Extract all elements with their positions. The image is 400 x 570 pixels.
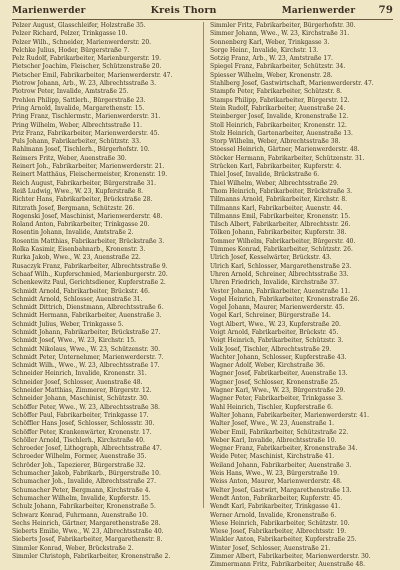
directory-entry: Piotrow Peter, Invalide, Amtstraße 25. [12, 88, 129, 96]
directory-entry: Weber Karl, Invalide, Albrechtsstraße 10. [210, 436, 337, 444]
directory-entry: Uhren Arnold, Schreiner, Albrechtsstraße 33. [210, 270, 349, 278]
directory-entry: Schmidt Wilh., Wwe., W. 23, Albrechtsstraße 17. [12, 362, 160, 370]
directory-entry: Schneider Johann, Maschinist, Schützstr. 30. [12, 395, 149, 403]
directory-columns [12, 22, 393, 569]
directory-entry: Stein Rudolf, Fabrikarbeiter, Auenstraße 24. [210, 104, 346, 112]
directory-entry: Stöcker Hermann, Fabrikarbeiter, Schützenstr. 31. [210, 154, 365, 162]
directory-entry: Schumacher Joh., Invalide, Albrechtsstraße 27. [12, 478, 157, 486]
directory-entry: Pelzer Richard, Pelzer, Trinkgasse 10. [12, 30, 128, 38]
directory-entry: Welter Josef, Gastwirt, Margarethenstraße 13. [210, 486, 352, 494]
directory-entry: Schneider Matthias, Zimmerer, Bürgerstr. 12. [12, 387, 152, 395]
directory-entry: Wagner Karl, Wwe., W. 23, Bürgerstraße 29. [210, 387, 346, 395]
directory-entry: Pelzer Wilh., Schneider, Marienwerderstr. 20. [12, 38, 152, 46]
directory-entry: Pring Wilhelm, Weber, Albrechtsstraße 11. [12, 121, 142, 129]
directory-entry: Schumacher Jakob, Fabrikarb., Bürgerstraße 10. [12, 470, 161, 478]
directory-entry: Pietscher Joachim, Fleischer, Schützenstraße 20. [12, 63, 162, 71]
directory-entry: Schmidt Dittrich, Dienstmann, Albrechtsstraße 6. [12, 304, 164, 312]
directory-entry: Zimmer Albert, Fabrikarbeiter, Marienwerderstr. 30. [210, 553, 371, 560]
directory-entry: Strücken Karl, Fabrikarbeiter, Kupferstr. 4. [210, 163, 342, 171]
directory-entry: Schenkewitz Paul, Gerichtsdiener, Kupferstraße 2. [12, 279, 166, 287]
directory-entry: Wendt Karl, Fabrikarbeiter, Trinkgasse 41. [210, 503, 341, 511]
directory-entry: Simmler Konrad, Weber, Brückstraße 2. [12, 544, 134, 552]
directory-entry: Stamps Philipp, Fabrikarbeiter, Bürgerstr. 12. [210, 96, 350, 104]
directory-entry: Pring Franz, Tischlermstr., Marienwerderstr. 31. [12, 113, 161, 121]
directory-entry: Reinert Joh., Fabrikarbeiter, Marienwerderstr. 21. [12, 163, 165, 171]
directory-entry: Rolka Kasimir, Eisenbahnarb., Kronenstr. 3. [12, 246, 146, 254]
directory-entry: Reiß Ludwig, Wwe., W. 23, Kupferstraße 8. [12, 187, 144, 195]
directory-entry: Voigt Arnold, Fabrikarbeiter, Brückstr. 45. [210, 328, 339, 336]
directory-entry: Priz Franz, Fabrikarbeiter, Marienwerderstr. 45. [12, 129, 160, 137]
page-header [12, 0, 393, 20]
directory-entry: Thiel Wilhelm, Weber, Albrechtsstraße 29. [210, 179, 339, 187]
directory-entry: Wagner Peter, Fabrikarbeiter, Trinkgasse 3. [210, 395, 343, 403]
directory-entry: Stoessel Heinrich, Gärtner, Marienwerderstr. 48. [210, 146, 360, 154]
directory-entry: Schöffer Peter, Wwe., W. 23, Albrechtsstraße 38. [12, 403, 160, 411]
directory-entry: Schmidt Peter, Unternehmer, Marienwerderstr. 7. [12, 353, 164, 361]
directory-entry: Tillmanns Arnold, Fabrikarbeiter, Kirchstr. 8. [210, 196, 348, 204]
directory-column-right [203, 22, 393, 569]
directory-entry: Reich August, Fabrikarbeiter, Bürgerstraße 31. [12, 179, 157, 187]
directory-entry: Piotrow Johann, Arb., W. 23, Albrechtsstraße 3. [12, 80, 157, 88]
directory-entry: Schmidt Johann, Fabrikarbeiter, Brückstraße 27. [12, 328, 161, 336]
directory-entry: Schmidt Arnold, Schlosser, Auenstraße 31. [12, 295, 143, 303]
directory-entry: Reimers Fritz, Weber, Auenstraße 30. [12, 154, 127, 162]
directory-entry: Vester Johann, Fabrikarbeiter, Auenstraße 11. [210, 287, 351, 295]
directory-entry: Schöffer Peter, Krankenwärter, Kronenstr. 17. [12, 428, 152, 436]
directory-entry: Richter Hans, Fabrikarbeiter, Brückstraße 28. [12, 196, 153, 204]
directory-entry: Pelchke Julius, Hoder, Bürgerstraße 7. [12, 46, 130, 54]
directory-entry: Pelzer August, Glasschleifer, Holzstraße 35. [12, 22, 146, 29]
directory-entry: Roland Anton, Fabrikarbeiter, Trinkgasse 20. [12, 221, 150, 229]
directory-entry: Stampfe Peter, Fabrikarbeiter, Schützstr. 8. [210, 88, 342, 96]
directory-entry: Rosentin Matthias, Fabrikarbeiter, Brückstraße 3. [12, 237, 165, 245]
directory-entry: Tillmanns Karl, Fabrikarbeiter, Auenstr. 44. [210, 204, 343, 212]
directory-entry: Tillmanns Emil, Fabrikarbeiter, Kronenstr. 15. [210, 212, 351, 220]
directory-entry: Stolz Heinrich, Gartenarbeiter, Auenstraße 13. [210, 129, 353, 137]
directory-entry: Spiesser Wilhelm, Weber, Kronenstr. 28. [210, 71, 333, 79]
directory-entry: Schwarz Konrad, Fuhrmann, Auenstraße 10. [12, 511, 149, 519]
directory-entry: Tommer Wilhelm, Fabrikarbeiter, Bürgerstr. 40. [210, 237, 356, 245]
directory-entry: Steinberger Josef, Invalide, Kronenstraße 12. [210, 113, 349, 121]
directory-entry: Pietscher Emil, Fabrikarbeiter, Marienwerderstr. 47. [12, 71, 173, 79]
directory-entry: Schumacher Peter, Bergmann, Kirchstraße 4. [12, 486, 151, 494]
directory-entry: Schroeder Wilhelm, Former, Auenstraße 35. [12, 453, 147, 461]
directory-entry: Rosentin Johann, Invalide, Amtstraße 2. [12, 229, 134, 237]
directory-entry: Ritzrath Josef, Bergmann, Schützstr. 26. [12, 204, 135, 212]
directory-entry: Schöffler Hans Josef, Schlosser, Schlossstr. 30. [12, 420, 155, 428]
directory-entry: Pelz Rudolf, Fabrikarbeiter, Marienburgerstr. 19. [12, 55, 162, 63]
directory-entry: Schroeder Josef, Lithograph, Albrechtsstraße 47. [12, 445, 162, 453]
directory-entry: Schaaf Wilh., Kupferschmied, Marienburgerstr. 20. [12, 270, 168, 278]
directory-entry: Walter Josef, Wwe., W. 23, Auenstraße 1. [210, 420, 335, 428]
directory-entry: Wachter Johann, Schlosser, Kupferstraße 43. [210, 353, 347, 361]
directory-entry: Schulz Johann, Fabrikarbeiter, Kronenstraße 5. [12, 503, 156, 511]
directory-entry: Stahlberg Josef, Gastwirtschaft, Marienwerderstr. 47. [210, 80, 374, 88]
directory-entry: Reinert Matthäus, Fleischermeister, Kronenstr. 19. [12, 171, 168, 179]
directory-entry: Schröder Joh., Tapezierer, Bürgerstraße 32. [12, 461, 146, 469]
running-head-right: Marienwerder [281, 6, 356, 16]
directory-entry: Thiel Josef, Invalide, Brückstraße 6. [210, 171, 320, 179]
directory-entry: Wendt Anton, Fabrikarbeiter, Kupferstr. 45. [210, 494, 343, 502]
directory-entry: Ulrich Karl, Schlosser, Margarethenstraße 23. [210, 262, 352, 270]
directory-entry: Stoll Heinrich, Fabrikarbeiter, Kronenstr. 12. [210, 121, 347, 129]
directory-entry: Wegner Franz, Fabrikarbeiter, Kronenstraße 34. [210, 445, 358, 453]
directory-entry: Wiese Heinrich, Fabrikarbeiter, Schützstr. 10. [210, 519, 350, 527]
directory-entry: Ulrich Josef, Kesselwärter, Brückstr. 43. [210, 254, 332, 262]
directory-entry: Wagner Adolf, Weber, Kirchstraße 36. [210, 362, 325, 370]
directory-column-left [12, 22, 195, 560]
directory-entry: Schumacher Wilhelm, Invalide, Kupferstr. 15. [12, 494, 151, 502]
directory-entry: Schöller Arnold, Tischlerh., Kirchstraße 40. [12, 436, 145, 444]
directory-entry: Weiland Johann, Fabrikarbeiter, Auenstraße 3. [210, 461, 352, 469]
directory-entry: Schmidt Julius, Weber, Trinkgasse 5. [12, 320, 124, 328]
directory-entry: Sieberts Josef, Fabrikarbeiter, Margarethenstr. 8. [12, 536, 163, 544]
directory-entry: Winkler Anton, Fabrikarbeiter, Kupferstraße 25. [210, 536, 357, 544]
directory-entry: Simmler Christoph, Fabrikarbeiter, Kronenstraße 2. [12, 553, 171, 560]
running-head-center: Kreis Thorn [150, 5, 217, 16]
directory-entry: Simmer Johann, Wwe., W. 23, Kirchstraße 31. [210, 30, 350, 38]
directory-entry: Puls Johann, Fabrikarbeiter, Schützstr. 33. [12, 138, 141, 146]
directory-entry: Weiss Anton, Maurer, Marienwerderstr. 48. [210, 478, 342, 486]
directory-entry: Rogenski Josef, Maschinist, Marienwerderstr. 48. [12, 212, 163, 220]
directory-entry: Rusaczyk Franz, Fabrikarbeiter, Albrechtsstraße 9. [12, 262, 168, 270]
running-head-right-group [282, 5, 393, 16]
directory-entry: Rurka Jakob, Wwe., W. 23, Auenstraße 22. [12, 254, 141, 262]
directory-entry: Weis Hans, Wwe., W. 23, Bürgerstraße 19. [210, 470, 340, 478]
directory-entry: Sotzig Franz, Arb., W. 23, Amtstraße 17. [210, 55, 333, 63]
directory-entry: Sonnenberg Karl, Weber, Trinkgasse 3. [210, 38, 330, 46]
directory-entry: Simmler Fritz, Fabrikarbeiter, Bürgerhofstr. 30. [210, 22, 356, 29]
directory-entry: Storp Wilhelm, Weber, Albrechtsstraße 38. [210, 138, 341, 146]
directory-entry: Vogt Albert, Wwe., W. 23, Kupferstraße 20. [210, 320, 341, 328]
directory-entry: Schneider Heinrich, Invalide, Kronenstr. 31. [12, 370, 147, 378]
directory-entry: Tilsch Albert, Fabrikarbeiter, Albrechtsstr. 26. [210, 221, 351, 229]
directory-entry: Schmidt Nikolaus, Wwe., W. 23, Schützenstr. 30. [12, 345, 160, 353]
directory-entry: Wagner Josef, Schlosser, Kronenstraße 25. [210, 378, 340, 386]
directory-entry: Rahlmann Josef, Tischlerh., Bürgerhofstr. 10. [12, 146, 150, 154]
page-number: 79 [378, 5, 393, 16]
directory-entry: Weber Emil, Fabrikarbeiter, Schützstraße 22. [210, 428, 349, 436]
directory-entry: Vogel Karl, Schreiner, Bürgerstraße 14. [210, 312, 331, 320]
directory-entry: Tölken Johann, Fabrikarbeiter, Kupferstr. 38. [210, 229, 347, 237]
directory-entry: Schmidt Hermann, Fabrikarbeiter, Auenstraße 3. [12, 312, 162, 320]
directory-entry: Volk Josef, Tischler, Albrechtsstraße 29. [210, 345, 332, 353]
directory-entry: Spiegel Franz, Fabrikarbeiter, Schützstr. 34. [210, 63, 346, 71]
directory-entry: Wagner Josef, Fabrikarbeiter, Auenstraße 13. [210, 370, 348, 378]
directory-entry: Vogel Heinrich, Fabrikarbeiter, Kronenstraße 26. [210, 295, 360, 303]
directory-entry: Zimmermann Fritz, Fabrikarbeiter, Auenstraße 48. [210, 561, 366, 569]
running-head-left: Marienwerder [12, 6, 86, 16]
directory-entry: Wahl Heinrich, Tischler, Kupferstraße 6. [210, 403, 333, 411]
directory-entry: Winter Josef, Schlosser, Auenstraße 21. [210, 544, 331, 552]
directory-entry: Schneider Josef, Schlosser, Auenstraße 48. [12, 378, 143, 386]
directory-entry: Schmidt Josef, Wwe., W. 23, Kirchstr. 15. [12, 337, 137, 345]
directory-entry: Prehlen Philipp, Sattlerh., Bürgerstraße 23. [12, 96, 146, 104]
directory-entry: Schöffer Paul, Fabrikarbeiter, Trinkgasse 17. [12, 411, 149, 419]
directory-entry: Vogel Johann, Maurer, Marienwerderstr. 45. [210, 304, 345, 312]
directory-entry: Wiese Josef, Fabrikarbeiter, Albrechtsstr. 19. [210, 528, 347, 536]
directory-entry: Sechs Heinrich, Gärtner, Margarethenstraße 28. [12, 519, 161, 527]
directory-entry: Werner Arnold, Invalide, Kronenstraße 6. [210, 511, 337, 519]
directory-entry: Uhren Friedrich, Invalide, Kirchstraße 37. [210, 279, 339, 287]
directory-entry: Weide Peter, Maschinist, Kirchstraße 41. [210, 453, 335, 461]
directory-entry: Thom Heinrich, Fabrikarbeiter, Brückstraße 3. [210, 187, 353, 195]
directory-entry: Schmidt Arnold, Fabrikarbeiter, Brückstr. 46. [12, 287, 150, 295]
directory-entry: Walter Johann, Fabrikarbeiter, Marienwerderstr. 41. [210, 411, 370, 419]
directory-entry: Sorge Heinr., Invalide, Kirchstr. 13. [210, 46, 319, 54]
directory-entry: Sieberts Emilie, Wwe., W. 23, Albrechtsstraße 40. [12, 528, 164, 536]
directory-entry: Voigt Heinrich, Fabrikarbeiter, Schützstr. 3. [210, 337, 344, 345]
directory-entry: Pring Arnold, Invalide, Margarethenstr. 15. [12, 104, 145, 112]
directory-entry: Tümmes Konrad, Fabrikarbeiter, Schützstr. 26. [210, 246, 353, 254]
